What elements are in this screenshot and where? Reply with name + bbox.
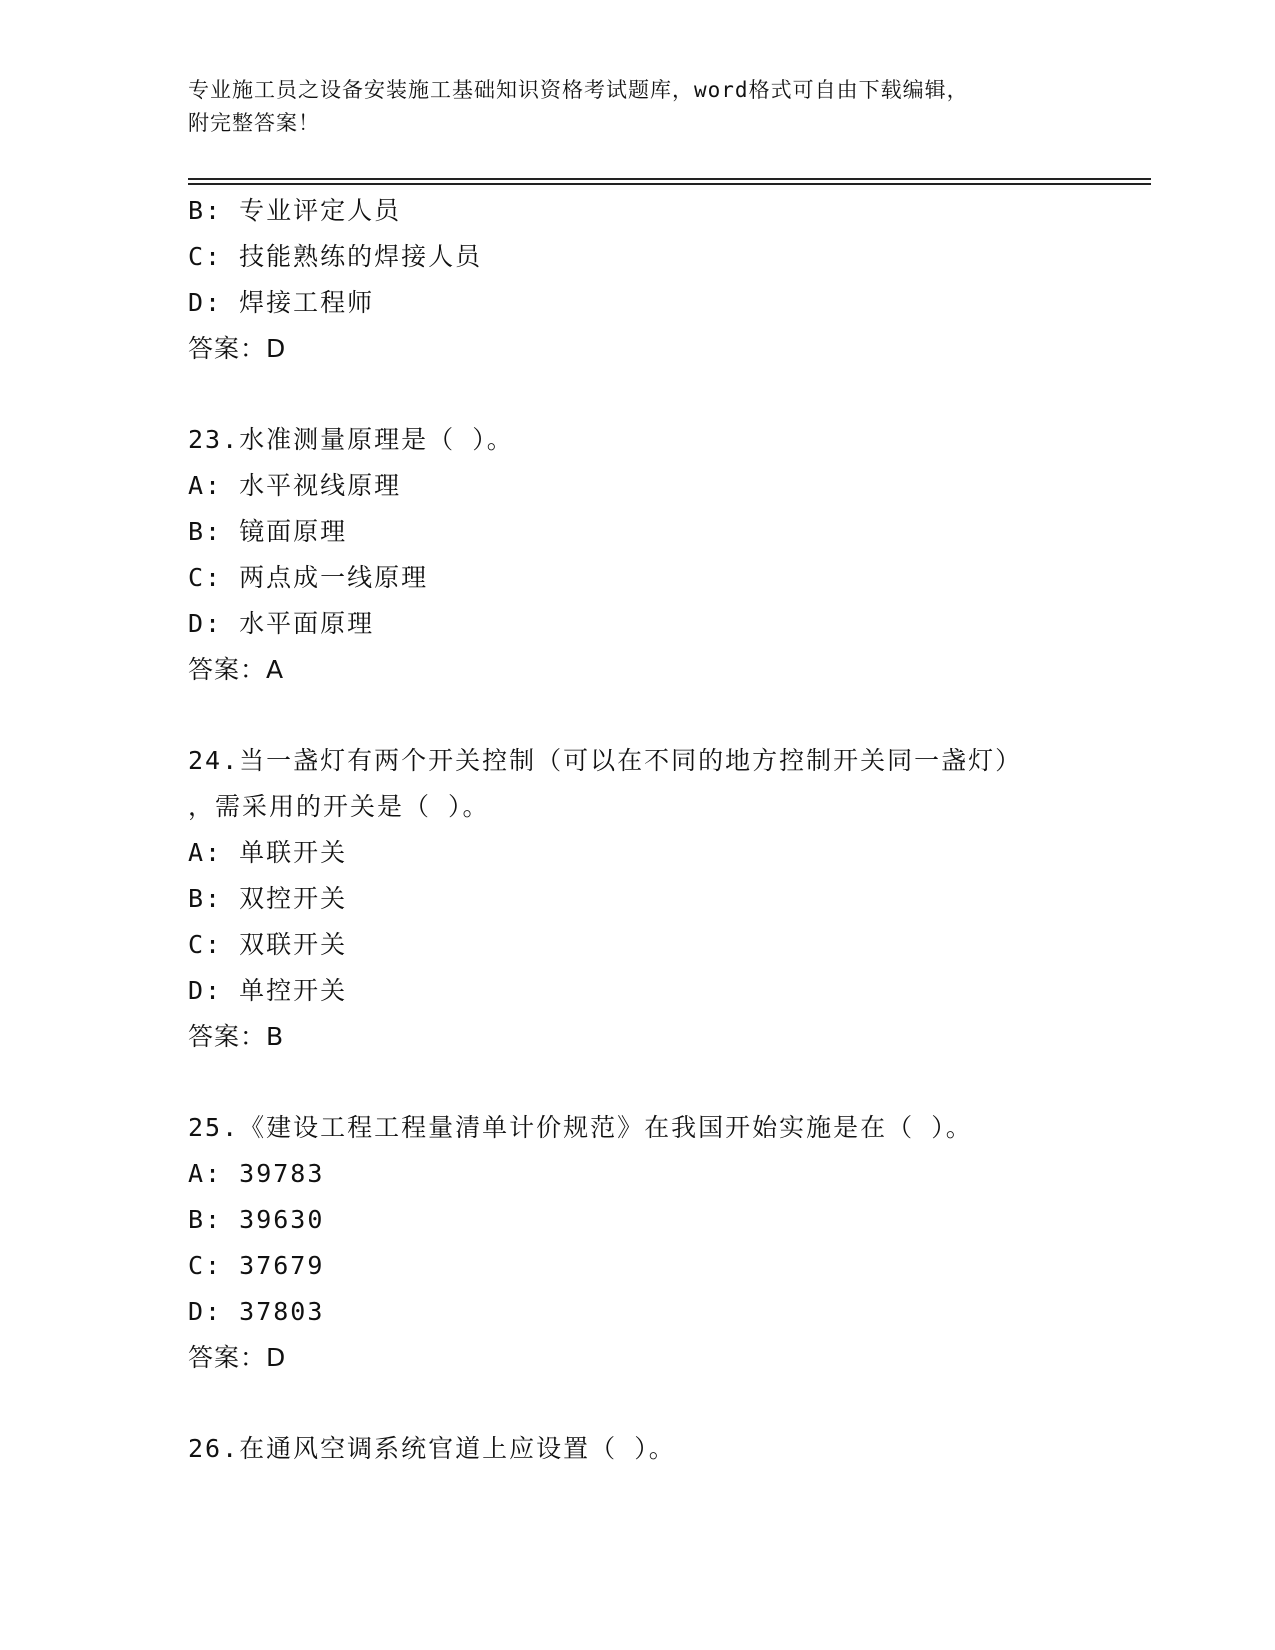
- q23-option-a: A: 水平视线原理: [188, 471, 402, 500]
- q23-option-d: D: 水平面原理: [188, 609, 375, 638]
- q25-option-a: A: 39783: [188, 1159, 325, 1188]
- spacer: [188, 693, 1151, 738]
- spacer: [188, 372, 1151, 417]
- question-26-block: [188, 1426, 1151, 1472]
- q22-option-d: D: 焊接工程师: [188, 288, 375, 317]
- q25-answer: 答案：D: [188, 1343, 287, 1372]
- q23-answer: 答案：A: [188, 655, 285, 684]
- q23-option-c: C: 两点成一线原理: [188, 563, 429, 592]
- q25-option-b: B: 39630: [188, 1205, 325, 1234]
- q25-option-d: D: 37803: [188, 1297, 325, 1326]
- spacer: [188, 1381, 1151, 1426]
- q24-option-d: D: 单控开关: [188, 976, 348, 1005]
- q24-option-c: C: 双联开关: [188, 930, 348, 959]
- q24-question-line-1: 24.当一盏灯有两个开关控制（可以在不同的地方控制开关同一盏灯）: [188, 746, 1023, 775]
- q25-question: 25.《建设工程工程量清单计价规范》在我国开始实施是在（ ）。: [188, 1113, 973, 1142]
- header-rule-bottom: [188, 183, 1151, 185]
- q25-option-c: C: 37679: [188, 1251, 325, 1280]
- q22-option-b: B: 专业评定人员: [188, 196, 402, 225]
- q26-question: 26.在通风空调系统官道上应设置（ ）。: [188, 1434, 676, 1463]
- q24-option-a: A: 单联开关: [188, 838, 348, 867]
- document-header: [188, 74, 1088, 140]
- q22-option-c: C: 技能熟练的焊接人员: [188, 242, 483, 271]
- q24-option-b: B: 双控开关: [188, 884, 348, 913]
- spacer: [188, 1060, 1151, 1105]
- q23-option-b: B: 镜面原理: [188, 517, 348, 546]
- header-line-2: 附完整答案！: [188, 111, 320, 135]
- q23-question: 23.水准测量原理是（ ）。: [188, 425, 514, 454]
- q24-question-line-2: ，需采用的开关是（ ）。: [188, 792, 490, 821]
- question-25-block: [188, 1105, 1151, 1381]
- question-22-block: [188, 188, 1151, 372]
- header-rule-top: [188, 178, 1151, 180]
- header-line-1: 专业施工员之设备安装施工基础知识资格考试题库，word格式可自由下载编辑，: [188, 78, 969, 102]
- q24-answer: 答案：B: [188, 1022, 285, 1051]
- q22-answer: 答案：D: [188, 334, 287, 363]
- question-23-block: [188, 417, 1151, 693]
- question-list: [188, 188, 1151, 1472]
- question-24-block: [188, 738, 1151, 1060]
